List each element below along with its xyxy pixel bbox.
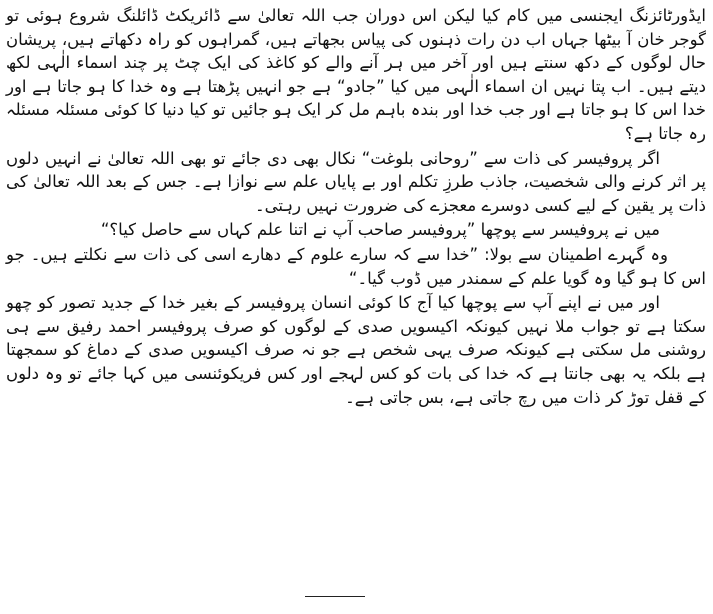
paragraph-4: وہ گہرے اطمینان سے بولا: ”خدا سے کہ سارے علوم کے دھارے اسی کی ذات سے نکلتے ہیں۔ جو اس کا ہو گیا وہ گویا علم کے سمندر میں ڈوب گیا۔“ [6, 244, 706, 288]
paragraph-3: میں نے پروفیسر سے پوچھا ”پروفیسر صاحب آپ نے اتنا علم کہاں سے حاصل کیا؟“ [100, 220, 660, 240]
section-end-divider [305, 596, 365, 597]
paragraph-1: ایڈورٹائزنگ ایجنسی میں کام کیا لیکن اس دوران جب اللہ تعالیٰ سے ڈائریکٹ ڈائلنگ شروع ہوئی تو گوجر خان آ بیٹھا جہاں اب دن رات ذہنوں کی پیاس بجھاتے ہیں، گمراہوں کو راہ دکھاتے ہیں، پریشان حال لوگوں کے دکھ سنتے ہیں اور آخر میں ہر آنے والے کو کاغذ کی ایک چٹ پر چند اسماء الٰہی لکھ دیتے ہیں۔ اب پتا نہیں ان اسماء الٰہی میں کیا ”جادو“ ہے جو انہیں پڑھتا ہے وہ خدا کا ہو جاتا ہے اور خدا اس کا ہو جاتا ہے اور جب خدا اور بندہ باہم مل کر ایک ہو جائیں تو کیا دنیا کا کوئی مسئلہ مسئلہ رہ جاتا ہے؟ [6, 6, 706, 143]
article-text [6, 4, 706, 409]
paragraph-2: اگر پروفیسر کی ذات سے ”روحانی بلوغت“ نکال بھی دی جائے تو بھی اللہ تعالیٰ نے انہیں دلوں پر اثر کرنے والی شخصیت، جاذب طرزِ تکلم اور بے پایاں علم سے نوازا ہے۔ جس کے بعد اللہ تعالیٰ کی ذات پر یقین کے لیے کسی دوسرے معجزے کی ضرورت نہیں رہتی۔ [6, 148, 706, 215]
paragraph-5: اور میں نے اپنے آپ سے پوچھا کیا آج کا کوئی انسان پروفیسر کے بغیر خدا کے جدید تصور کو چھو سکتا ہے تو جواب ملا نہیں کیونکہ اکیسویں صدی کے لوگوں کو صرف پروفیسر احمد رفیق سے ہی روشنی مل سکتی ہے کیونکہ صرف یہی شخص ہے جو نہ صرف اکیسویں صدی کے دماغ کو سمجھتا ہے بلکہ یہ بھی جانتا ہے کہ خدا کی بات کو کس لہجے اور کس فریکوئنسی میں کہا جائے تو وہ دلوں کے قفل توڑ کر ذات میں رچ جاتی ہے، بس جاتی ہے۔ [6, 293, 706, 407]
